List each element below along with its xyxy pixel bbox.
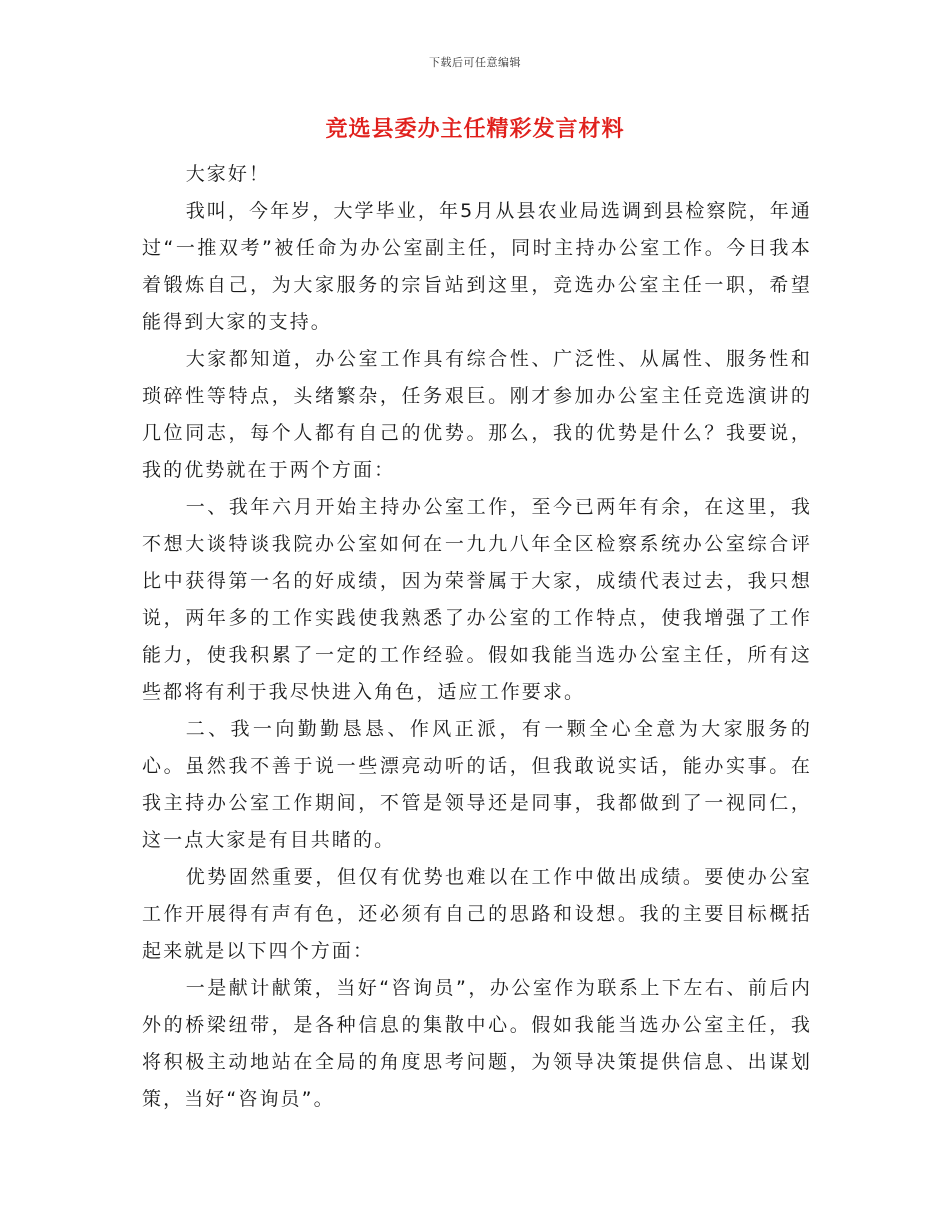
paragraph-advantage-two: 二、我一向勤勤恳恳、作风正派，有一颗全心全意为大家服务的心。虽然我不善于说一些漂亮动听的话，但我敢说实话，能办实事。在我主持办公室工作期间，不管是领导还是同事，我都做到了一视同仁，这一点大家是有目共睹的。 xyxy=(142,718,812,851)
paragraph-introduction: 我叫，今年岁，大学毕业，年5月从县农业局选调到县检察院，年通过“一推双考”被任命为办公室副主任，同时主持办公室工作。今日我本着锻炼自己，为大家服务的宗旨站到这里，竞选办公室主任一职，希望能得到大家的支持。 xyxy=(142,200,812,333)
paragraph-goals-intro: 优势固然重要，但仅有优势也难以在工作中做出成绩。要使办公室工作开展得有声有色，还必须有自己的思路和设想。我的主要目标概括起来就是以下四个方面： xyxy=(142,866,812,962)
document-title: 竞选县委办主任精彩发言材料 xyxy=(325,117,625,142)
header-note: 下载后可任意编辑 xyxy=(429,56,521,69)
document-body xyxy=(142,156,812,1118)
paragraph-goal-one: 一是献计献策，当好“咨询员”，办公室作为联系上下左右、前后内外的桥梁纽带，是各种信息的集散中心。假如我能当选办公室主任，我将积极主动地站在全局的角度思考问题，为领导决策提供信息、出谋划策，当好“咨询员”。 xyxy=(142,977,812,1110)
paragraph-greeting: 大家好！ xyxy=(185,163,271,185)
paragraph-office-characteristics: 大家都知道，办公室工作具有综合性、广泛性、从属性、服务性和琐碎性等特点，头绪繁杂，任务艰巨。刚才参加办公室主任竞选演讲的几位同志，每个人都有自己的优势。那么，我的优势是什么？我要说，我的优势就在于两个方面： xyxy=(142,348,812,481)
paragraph-advantage-one: 一、我年六月开始主持办公室工作，至今已两年有余，在这里，我不想大谈特谈我院办公室如何在一九九八年全区检察系统办公室综合评比中获得第一名的好成绩，因为荣誉属于大家，成绩代表过去，我只想说，两年多的工作实践使我熟悉了办公室的工作特点，使我增强了工作能力，使我积累了一定的工作经验。假如我能当选办公室主任，所有这些都将有利于我尽快进入角色，适应工作要求。 xyxy=(142,496,812,703)
